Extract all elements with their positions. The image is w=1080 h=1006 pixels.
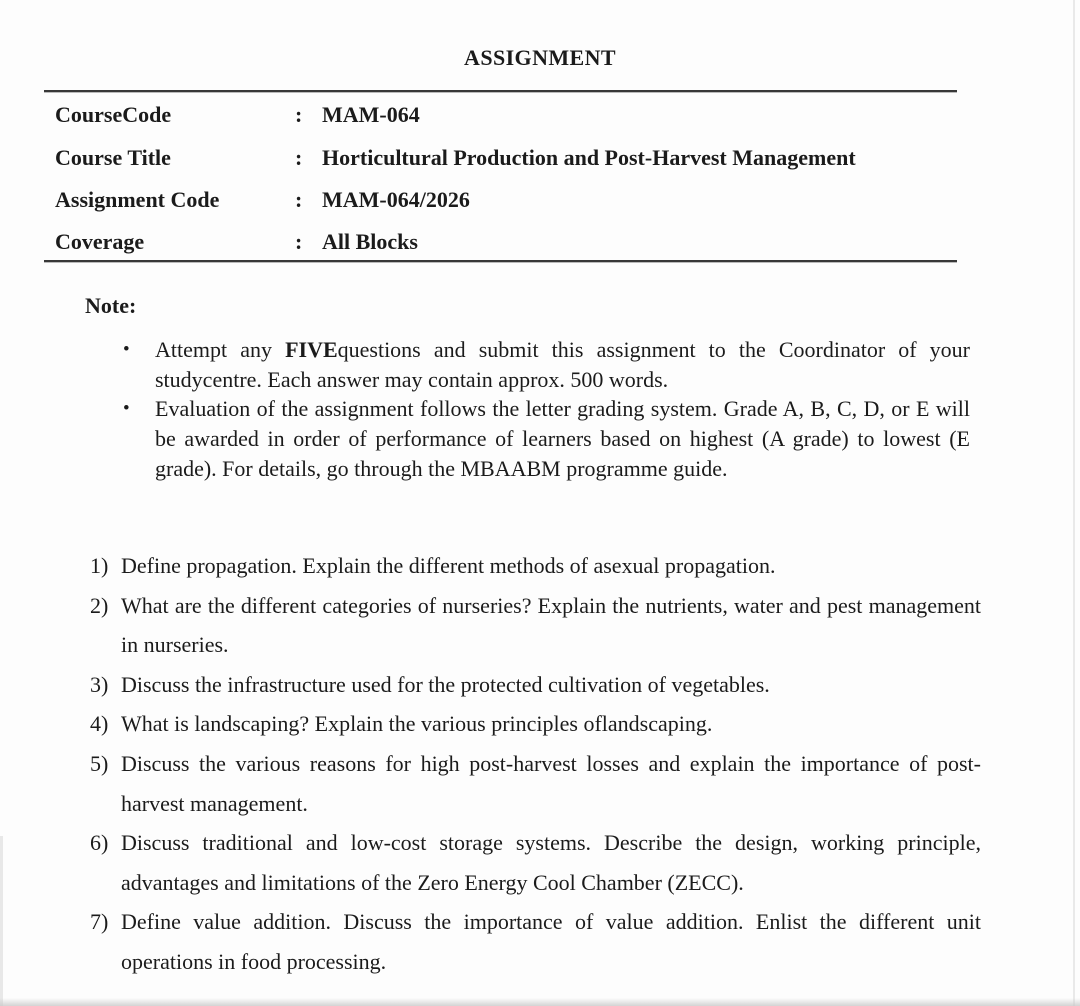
question-text: Discuss the infrastructure used for the protected cultivation of vegetables. [121, 671, 770, 697]
field-separator: : [295, 229, 303, 255]
field-separator: : [295, 144, 303, 170]
course-info-table [55, 94, 956, 264]
field-value: MAM-064/2026 [322, 186, 470, 212]
scan-edge-left [0, 836, 3, 1006]
question-item [90, 744, 981, 823]
question-number: 1) [90, 553, 109, 578]
field-separator: : [295, 102, 303, 128]
note-text-suffix: Evaluation of the assignment follows the letter grading system. Grade A, B, C, D, or E will be awarded in order of performance of learners based on highest (A grade) to lowest (E grade). For details, go through the MBAABM programme guide. [155, 396, 970, 481]
note-text [155, 394, 970, 483]
question-text: Discuss traditional and low-cost storage systems. Describe the design, working principle, advantages and limitations of the Zero Energy Cool Chamber (ZECC). [121, 830, 981, 895]
scan-edge-right [1073, 0, 1075, 1006]
question-item [90, 665, 981, 705]
note-text-prefix: Attempt any [155, 337, 286, 362]
field-value: All Blocks [322, 229, 418, 255]
question-text: Define value addition. Discuss the importance of value addition. Enlist the different unit operations in food processing. [121, 909, 981, 974]
field-value: MAM-064 [322, 102, 420, 128]
question-number: 2) [90, 592, 109, 618]
scan-edge-bottom [0, 998, 1080, 1006]
question-number: 6) [90, 830, 109, 856]
note-heading: Note: [85, 293, 137, 318]
divider-top [44, 90, 957, 92]
table-row-coverage [55, 221, 956, 263]
note-bullet-item [123, 335, 970, 394]
field-label: Course Title [55, 144, 171, 170]
question-number: 4) [90, 711, 109, 737]
question-item [90, 546, 981, 586]
question-item [90, 823, 981, 902]
question-number: 3) [90, 671, 109, 697]
note-text [155, 335, 970, 394]
table-row-course-title [55, 136, 956, 178]
question-list [90, 546, 981, 982]
question-item [90, 902, 981, 981]
note-list [123, 335, 970, 484]
question-text: What are the different categories of nurseries? Explain the nutrients, water and pest management in nurseries. [121, 592, 981, 658]
question-item [90, 704, 981, 744]
question-text: What is landscaping? Explain the various principles oflandscaping. [121, 711, 713, 737]
question-number: 7) [90, 909, 109, 935]
note-text-suffix: questions and submit this assignment to the Coordinator of your studycentre. Each answer may contain approx. 500 words. [155, 337, 970, 392]
note-text-bold: FIVE [285, 337, 338, 362]
question-item [90, 586, 981, 665]
question-number: 5) [90, 750, 109, 776]
field-separator: : [295, 186, 303, 212]
bullet-icon: • [123, 398, 130, 420]
field-label: Assignment Code [55, 186, 220, 212]
bullet-icon: • [123, 339, 130, 360]
note-bullet-item [123, 394, 970, 483]
question-text: Discuss the various reasons for high post-harvest losses and explain the importance of post-harvest management. [121, 750, 981, 816]
divider-bottom [44, 260, 957, 262]
field-label: Coverage [55, 229, 145, 255]
field-value: Horticultural Production and Post-Harvest Management [322, 144, 856, 170]
question-text: Define propagation. Explain the different methods of asexual propagation. [121, 553, 776, 578]
page-title: ASSIGNMENT [464, 45, 616, 70]
table-row-assignment-code [55, 179, 956, 221]
field-label: CourseCode [55, 102, 172, 128]
table-row-course-code [55, 94, 956, 136]
